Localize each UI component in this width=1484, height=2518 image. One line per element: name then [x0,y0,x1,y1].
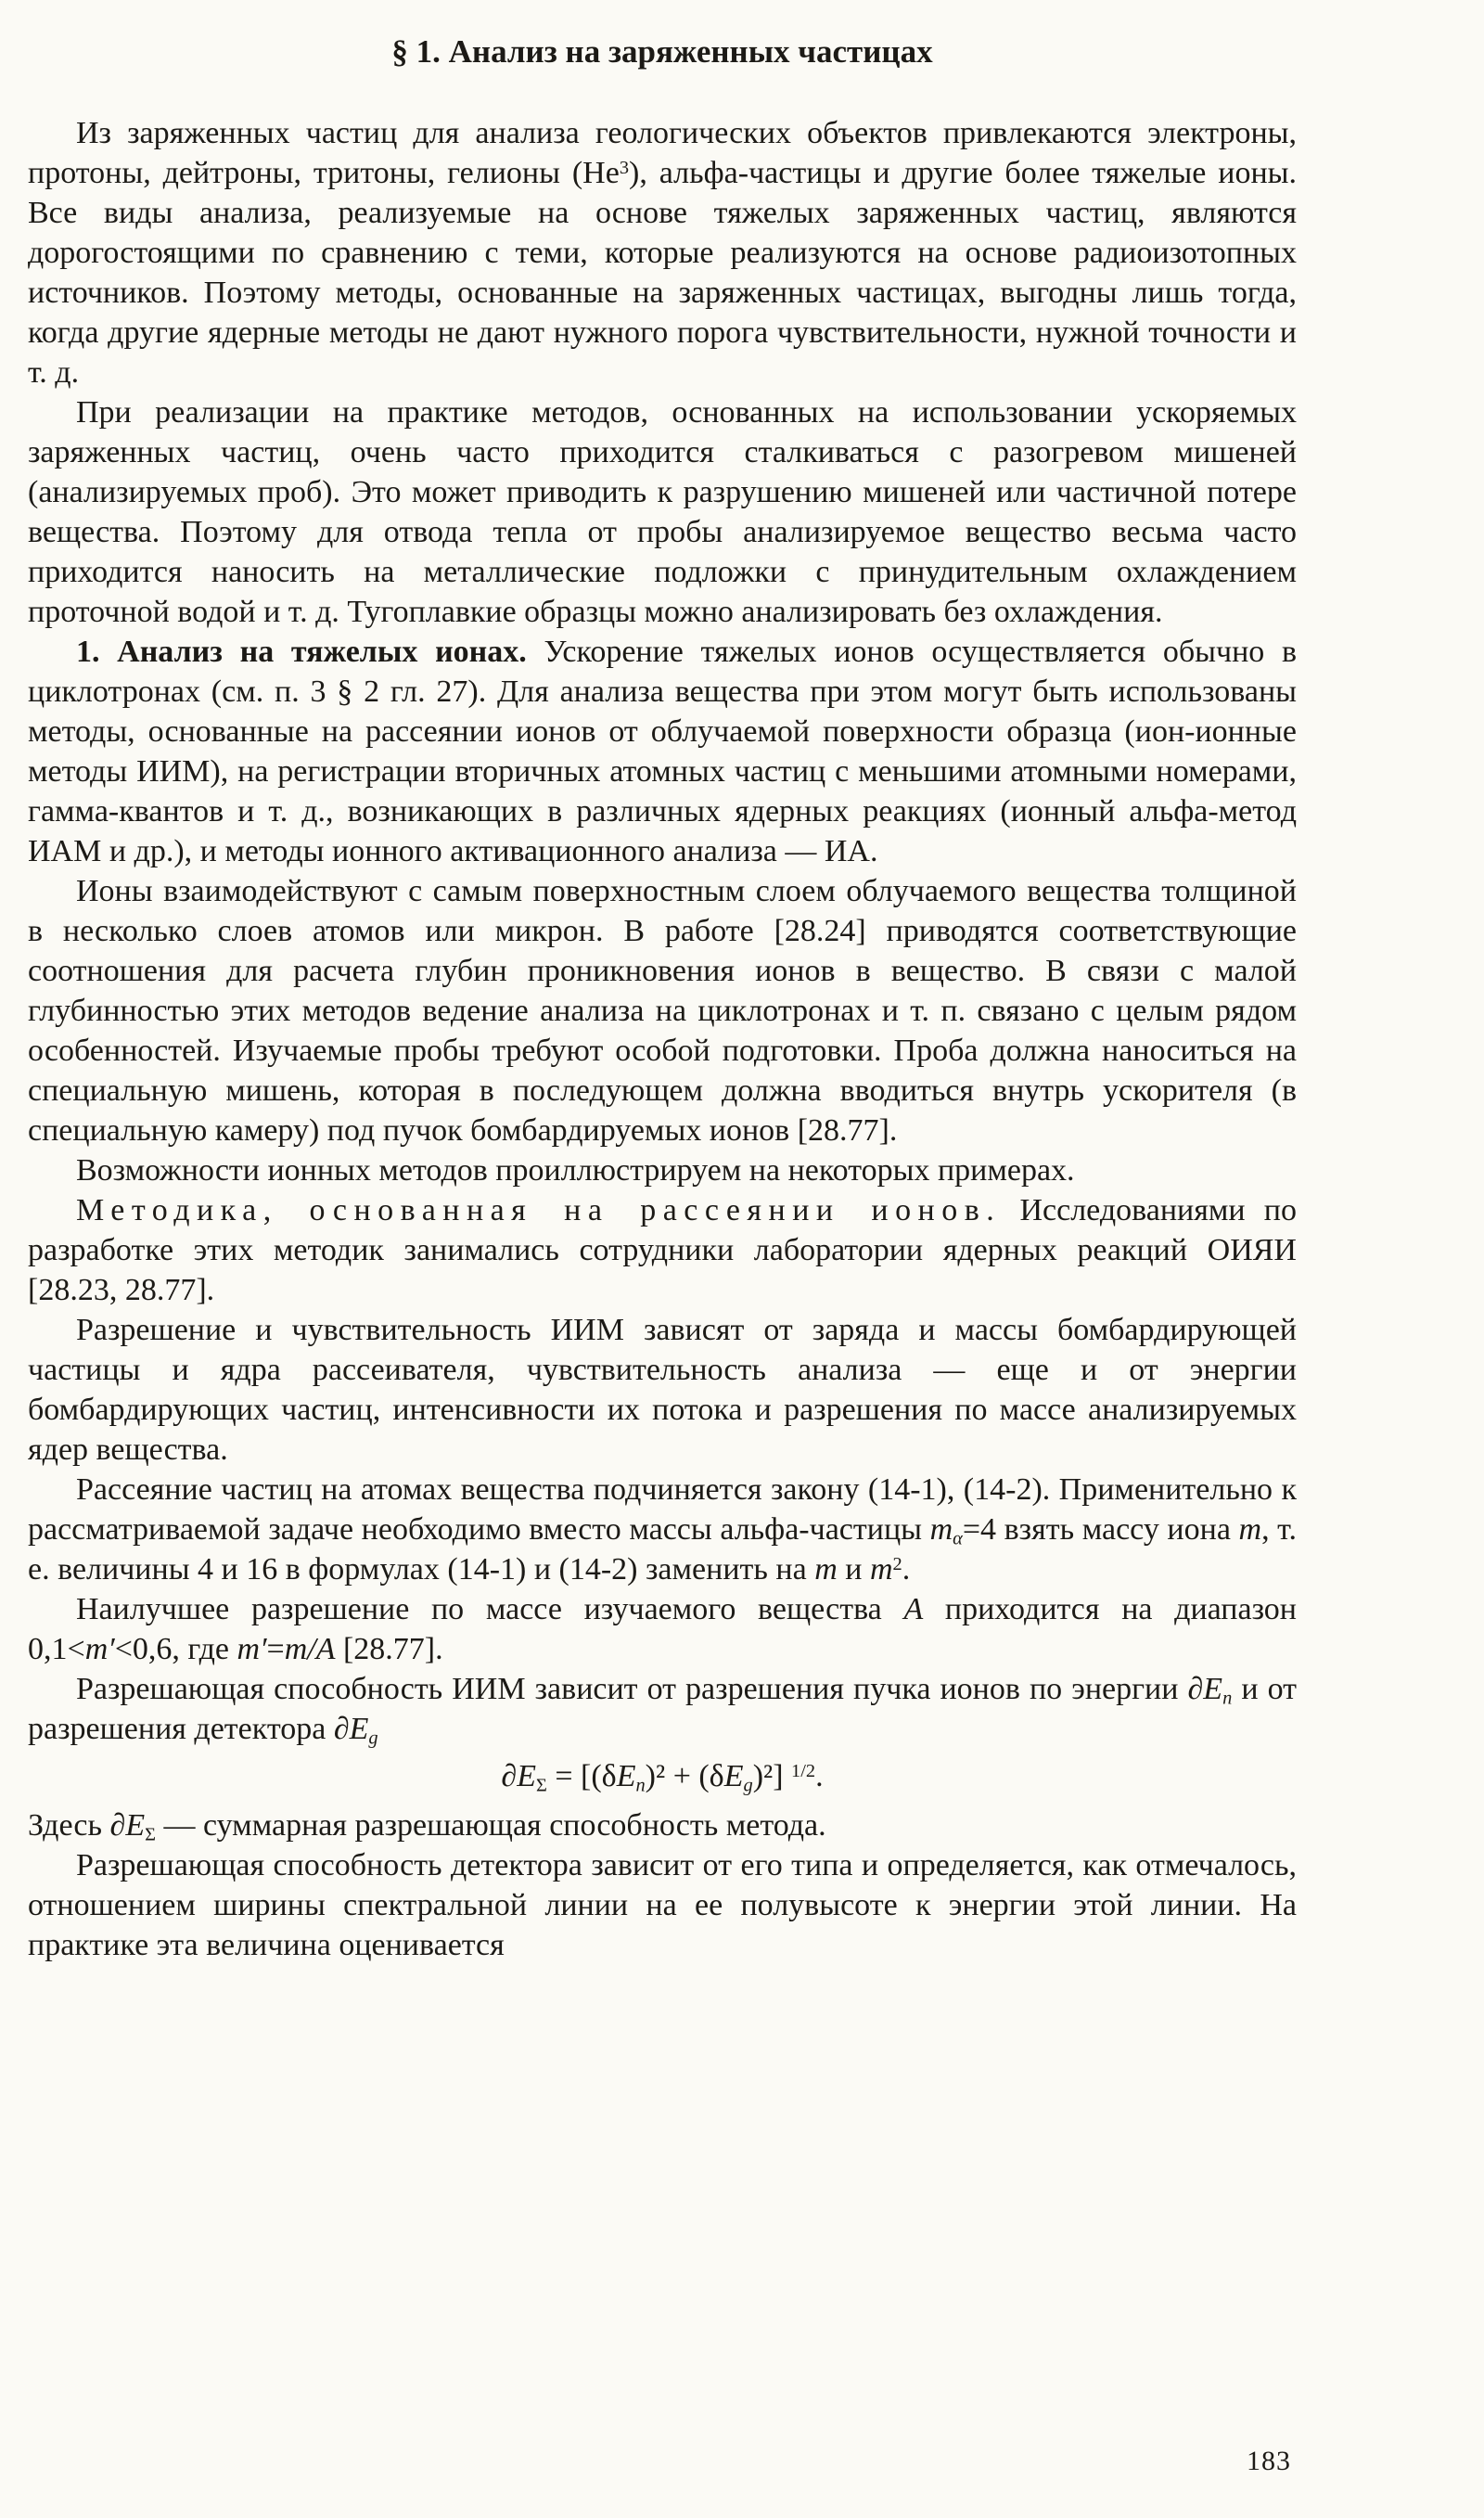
paragraph-metodika: Методика, основанная на рассеянии ионов. Исследованиями по разработке этих методик занимались сотрудники лаборатории ядерных реакций ОИЯИ [28.23, 28.77]. [28,1192,1297,1307]
paragraph-resolution-sensitivity: Разрешение и чувствительность ИИМ зависят от заряда и массы бомбардирующей частицы и ядра рассеивателя, чувствительность анализа — еще и от энергии бомбардирующих частиц, интенсивности их потока и разрешения по массе анализируемых ядер вещества. [28,1312,1297,1467]
paragraph-detector-resolution: Разрешающая способность детектора зависит от его типа и определяется, как отмечалось, отношением ширины спектральной линии на ее полувысоте к энергии этой линии. На практике эта величина оценивается [28,1847,1297,1962]
paragraph-heavy-ion-analysis: 1. Анализ на тяжелых ионах. Ускорение тяжелых ионов осуществляется обычно в циклотронах (см. п. 3 § 2 гл. 27). Для анализа вещества при этом могут быть использованы методы, основанные на рассеянии ионов от облучаемой поверхности образца (ион-ионные методы ИИМ), на регистрации вторичных атомных частиц с меньшими атомными номерами, гамма-квантов и т. д., возникающих в различных ядерных реакциях (ионный альфа-метод ИАМ и др.), и методы ионного активационного анализа — ИА. [28,634,1298,868]
section-title: § 1. Анализ на заряженных частицах [391,33,933,70]
paragraph-possibilities: Возможности ионных методов проиллюстрируем на некоторых примерах. [76,1152,1075,1188]
page-number: 183 [1247,2446,1291,2476]
paragraph-best-resolution: Наилучшее разрешение по массе изучаемого вещества A приходится на диапазон 0,1<m′<0,6, где m′=m/A [28.77]. [28,1591,1297,1666]
paragraph-target-heating: При реализации на практике методов, основанных на использовании ускоряемых заряженных частиц, очень часто приходится сталкиваться с разогревом мишеней (анализируемых проб). Это может приводить к разрушению мишеней или частичной потере вещества. Поэтому для отвода тепла от пробы анализируемое вещество весьма часто приходится наносить на металлические подложки с принудительным охлаждением проточной водой и т. д. Тугоплавкие образцы можно анализировать без охлаждения. [28,394,1297,629]
paragraph-scattering-law: Рассеяние частиц на атомах вещества подчиняется закону (14-1), (14-2). Применительно к рассматриваемой задаче необходимо вместо массы альфа-частицы $m_\alpha=4$ взять массу иона m, т. е. величины 4 и 16 в формулах (14-1) и (14-2) заменить на m и $m^2$. [28,1471,1297,1587]
formula-total-resolution: $\partial E_\Sigma = [(\delta E_n)^2 + (\delta E_g)^2]$ $^{1/2}$. [501,1758,824,1796]
text-body [28,113,1297,1965]
paragraph-iim-resolving-power: Разрешающая способность ИИМ зависит от разрешения пучка ионов по энергии $\partial E_n$ и от разрешения детектора $\partial E_g$ [28,1671,1297,1749]
paragraph-surface-layer: Ионы взаимодействуют с самым поверхностным слоем облучаемого вещества толщиной в несколько слоев атомов или микрон. В работе [28.24] приводятся соответствующие соотношения для расчета глубин проникновения ионов в вещество. В связи с малой глубинностью этих методов ведение анализа на циклотронах и т. п. связано с целым рядом особенностей. Изучаемые пробы требуют особой подготовки. Проба должна наноситься на специальную мишень, которая в последующем должна вводиться внутрь ускорителя (в специальную камеру) под пучок бомбардируемых ионов [28.77]. [28,873,1297,1148]
paragraph-formula-note: Здесь $\partial E_\Sigma$ — суммарная разрешающая способность метода. [28,1807,826,1845]
paragraph-intro: Из заряженных частиц для анализа геологических объектов привлекаются электроны, протоны, дейтроны, тритоны, гелионы $(Не^3)$, альфа-частицы и другие более тяжелые ионы. Все виды анализа, реализуемые на основе тяжелых заряженных частиц, являются дорогостоящими по сравнению с теми, которые реализуются на основе радиоизотопных источников. Поэтому методы, основанные на заряженных частицах, выгодны лишь тогда, когда другие ядерные методы не дают нужного порога чувствительности, нужной точности и т. д. [28,115,1297,390]
